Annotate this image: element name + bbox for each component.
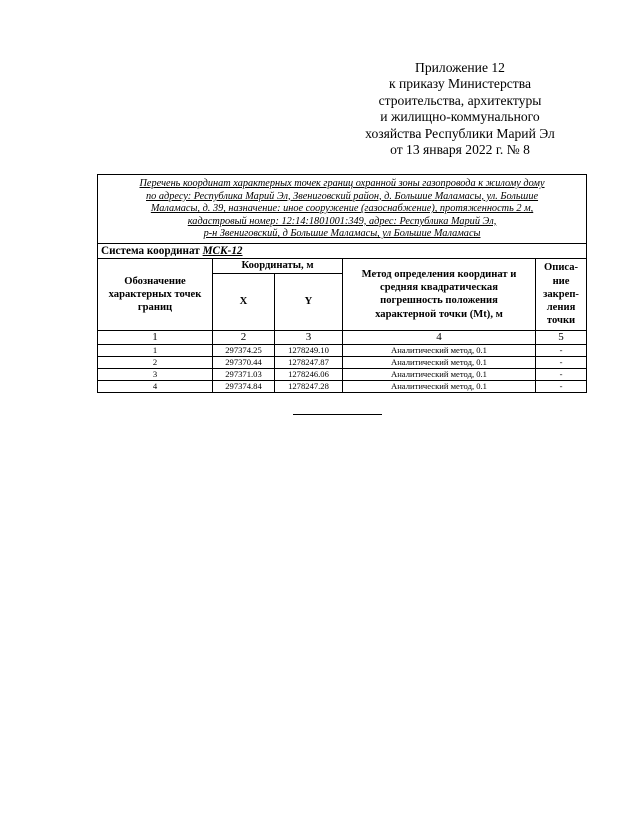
header-method: Метод определения координат и средняя квадратическая погрешность положения характерной точки (Mt), м <box>343 258 536 330</box>
coordinates-table <box>97 174 587 393</box>
appendix-line: строительства, архитектуры <box>378 92 542 108</box>
coord-y: 1278247.87 <box>275 356 343 368</box>
table-caption <box>98 175 587 244</box>
method: Аналитический метод, 0.1 <box>343 368 536 380</box>
method: Аналитический метод, 0.1 <box>343 344 536 356</box>
coordinates-table-wrapper <box>97 174 586 393</box>
appendix-line: к приказу Министерства <box>388 76 532 92</box>
table-row <box>98 356 587 368</box>
system-label: Система координат <box>101 244 200 257</box>
header-description: Описа- ние закреп- ления точки <box>536 258 587 330</box>
point-id: 4 <box>98 380 213 392</box>
column-number: 5 <box>536 330 587 344</box>
header-x: X <box>213 273 275 330</box>
column-number: 3 <box>275 330 343 344</box>
description: - <box>536 356 587 368</box>
system-row <box>98 243 587 258</box>
point-id: 3 <box>98 368 213 380</box>
coord-y: 1278246.06 <box>275 368 343 380</box>
column-number-row <box>98 330 587 344</box>
system-code: МСК-12 <box>202 244 243 257</box>
header-row-1 <box>98 258 587 273</box>
column-number: 4 <box>343 330 536 344</box>
method: Аналитический метод, 0.1 <box>343 356 536 368</box>
table-row <box>98 380 587 392</box>
caption-line: кадастровый номер: 12:14:1801001:349, адрес: Республика Марий Эл, <box>187 215 497 227</box>
appendix-line: Приложение 12 <box>415 60 505 75</box>
description: - <box>536 368 587 380</box>
method: Аналитический метод, 0.1 <box>343 380 536 392</box>
description: - <box>536 344 587 356</box>
caption-line: р-н Звениговский, д Большие Маламасы, ул Большие Маламасы <box>203 228 481 240</box>
column-number: 1 <box>98 330 213 344</box>
coord-y: 1278249.10 <box>275 344 343 356</box>
appendix-line: от 13 января 2022 г. № 8 <box>390 142 530 158</box>
header-designation: Обозначение характерных точек границ <box>98 258 213 330</box>
coord-x: 297371.03 <box>213 368 275 380</box>
header-coordinates: Координаты, м <box>213 258 343 273</box>
coord-x: 297374.84 <box>213 380 275 392</box>
appendix-line: хозяйства Республики Марий Эл <box>365 125 555 141</box>
caption-line: Перечень координат характерных точек границ охранной зоны газопровода к жилому дому <box>139 178 545 189</box>
caption-line: по адресу: Республика Марий Эл, Звениговский район, д. Большие Маламасы, ул. Большие <box>146 190 539 202</box>
coord-x: 297370.44 <box>213 356 275 368</box>
description: - <box>536 380 587 392</box>
coord-y: 1278247.28 <box>275 380 343 392</box>
caption-line: Маламасы, д. 39, назначение: иное сооружение (газоснабжение), протяженность 2 м, <box>150 203 534 215</box>
table-row <box>98 344 587 356</box>
appendix-header <box>330 60 590 158</box>
column-number: 2 <box>213 330 275 344</box>
table-row <box>98 368 587 380</box>
divider-line <box>293 414 382 415</box>
appendix-line: и жилищно-коммунального <box>380 109 540 125</box>
caption-row <box>98 175 587 244</box>
coord-x: 297374.25 <box>213 344 275 356</box>
point-id: 2 <box>98 356 213 368</box>
point-id: 1 <box>98 344 213 356</box>
coordinate-system <box>98 243 587 258</box>
header-y: Y <box>275 273 343 330</box>
